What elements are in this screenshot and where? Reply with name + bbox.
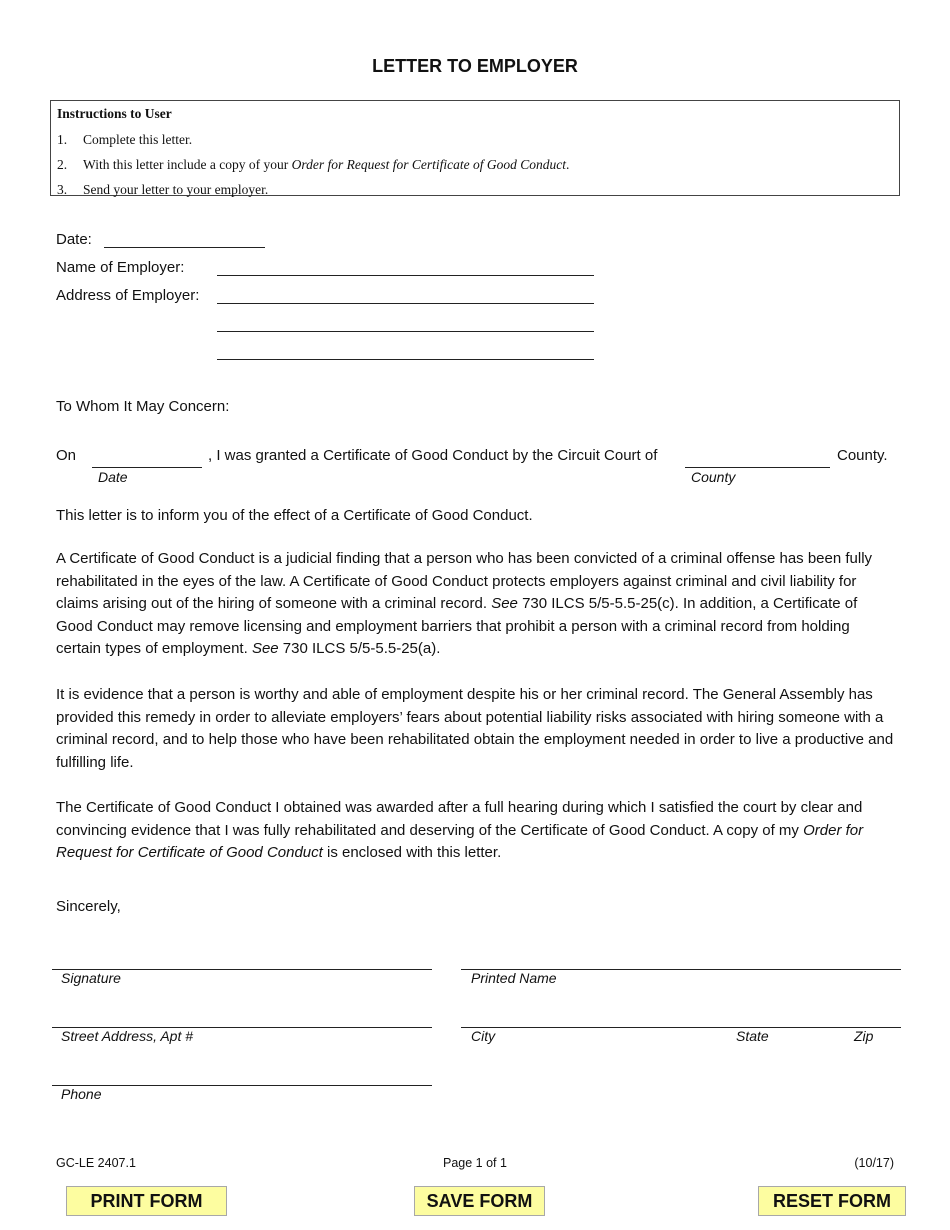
date-field[interactable] [104, 229, 265, 248]
employer-name-label: Name of Employer: [56, 259, 185, 276]
phone-caption: Phone [61, 1086, 102, 1102]
instruction-text: Send your letter to your employer. [83, 182, 269, 197]
instruction-item [57, 132, 192, 148]
instruction-number: 2. [57, 157, 68, 172]
employer-address-label: Address of Employer: [56, 287, 200, 304]
printed-name-field[interactable] [461, 951, 901, 970]
order-title-emphasis: Order for Request for Certificate of Good Conduct [56, 821, 864, 861]
instructions-heading: Instructions to User [57, 106, 172, 121]
instruction-emphasis: Order for Request for Certificate of Good Conduct [291, 157, 567, 172]
street-address-field[interactable] [52, 1009, 432, 1028]
print-form-button[interactable]: PRINT FORM [66, 1186, 227, 1216]
instruction-item [57, 182, 268, 198]
paragraph-hearing [56, 797, 896, 865]
phone-field[interactable] [52, 1067, 432, 1086]
salutation: To Whom It May Concern: [56, 398, 230, 415]
employer-address-line-3[interactable] [217, 341, 594, 360]
instruction-text: With this letter include a copy of your [83, 157, 292, 172]
paragraph-text: is enclosed with this letter. [322, 844, 502, 861]
city-caption: City [471, 1028, 496, 1044]
paragraph-text: 730 ILCS 5/5-5.5-25(c). In addition, a Certificate of Good Conduct may remove licensing and employment barriers that prohibit a person with a criminal record from holding certain types of employment. [56, 595, 858, 657]
paragraph-evidence: It is evidence that a person is worthy and able of employment despite his or her criminal record. The General Assembly has provided this remedy in order to alleviate employers’ fears about potential liability risks associated with hiring someone with a criminal record, and to help those who have been rehabilitated obtain the employment needed in order to live a productive and fulfilling life. [56, 686, 894, 771]
page-number: Page 1 of 1 [443, 1156, 507, 1170]
instruction-item [57, 157, 569, 173]
paragraph-definition [56, 548, 896, 661]
instruction-number: 1. [57, 132, 68, 147]
employer-address-line-1[interactable] [217, 285, 594, 304]
signature-field[interactable] [52, 951, 432, 970]
paragraph-text: A Certificate of Good Conduct is a judicial finding that a person who has been convicted of a criminal offense has been fully rehabilitated in the eyes of the law. A Certificate of Good Conduct protects employers against criminal and civil liability for claims arising out of the hiring of someone with a criminal record. [56, 550, 873, 612]
granted-date-field[interactable] [92, 449, 202, 468]
granted-county-suffix: County. [837, 447, 888, 464]
instruction-text: Complete this letter. [83, 132, 193, 147]
save-form-button[interactable]: SAVE FORM [414, 1186, 545, 1216]
granted-middle-text: , I was granted a Certificate of Good Conduct by the Circuit Court of [208, 447, 658, 464]
county-field[interactable] [685, 449, 830, 468]
date-caption: Date [98, 469, 128, 485]
instruction-text-end: . [566, 157, 570, 172]
city-state-zip-field[interactable] [461, 1009, 901, 1028]
revision-date: (10/17) [854, 1156, 894, 1170]
employer-name-field[interactable] [217, 257, 594, 276]
instructions-box [50, 100, 900, 196]
instruction-number: 3. [57, 182, 68, 197]
paragraph-intro: This letter is to inform you of the effect of a Certificate of Good Conduct. [56, 507, 533, 524]
date-label: Date: [56, 231, 92, 248]
granted-on-text: On [56, 447, 77, 464]
page-title: LETTER TO EMPLOYER [372, 56, 578, 76]
reset-form-button[interactable]: RESET FORM [758, 1186, 906, 1216]
state-caption: State [736, 1028, 769, 1044]
signature-caption: Signature [61, 970, 121, 986]
citation-signal: See [251, 640, 279, 657]
form-id: GC-LE 2407.1 [56, 1156, 136, 1170]
paragraph-text: The Certificate of Good Conduct I obtained was awarded after a full hearing during which I satisfied the court by clear and convincing evidence that I was fully rehabilitated and deserving of the Certificate of Good Conduct. A copy of my [56, 799, 863, 839]
closing: Sincerely, [56, 898, 121, 915]
county-caption: County [691, 469, 736, 485]
paragraph-text: 730 ILCS 5/5-5.5-25(a). [278, 640, 441, 657]
street-address-caption: Street Address, Apt # [61, 1028, 194, 1044]
zip-caption: Zip [854, 1028, 874, 1044]
citation-signal: See [491, 595, 518, 612]
printed-name-caption: Printed Name [471, 970, 557, 986]
employer-address-line-2[interactable] [217, 313, 594, 332]
